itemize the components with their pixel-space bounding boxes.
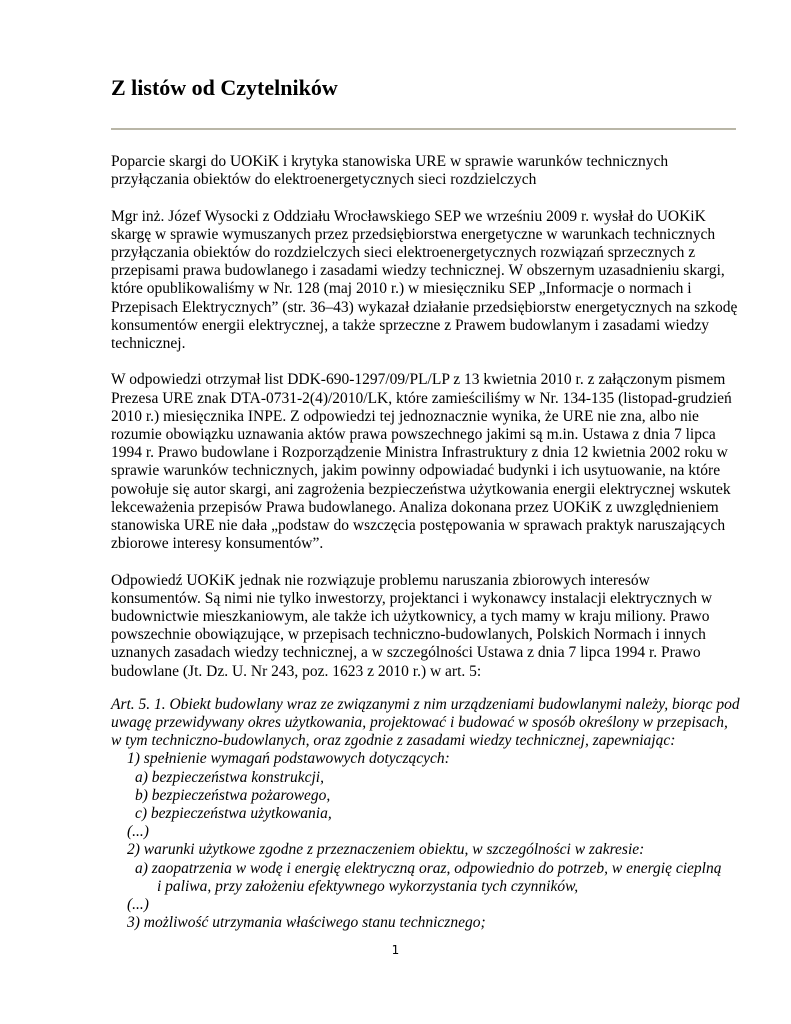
page-number: 1 <box>391 943 400 957</box>
quote-item-2: 2) warunki użytkowe zgodne z przeznaczeniem obiektu, w szczególności w zakresie: <box>127 841 645 859</box>
quote-ellipsis-1: (...) <box>127 823 149 841</box>
page-title: Z listów od Czytelników <box>111 75 338 100</box>
quote-ellipsis-2: (...) <box>127 896 149 914</box>
title-divider <box>111 128 736 130</box>
quote-item-1c: c) bezpieczeństwa użytkowania, <box>135 805 332 823</box>
subtitle-paragraph: Poparcie skargi do UOKiK i krytyka stanowiska URE w sprawie warunków technicznych przyłączania obiektów do elektroenergetycznych sieci rozdzielczych <box>111 153 669 189</box>
quote-item-1: 1) spełnienie wymagań podstawowych dotyczących: <box>127 750 450 768</box>
quote-intro: Art. 5. 1. Obiekt budowlany wraz ze związanymi z nim urządzeniami budowlanymi należy, biorąc pod uwagę przewidywany okres użytkowania, projektować i budować w sposób określony w przepisach, w tym techniczno-budowlanych, oraz zgodnie z zasadami wiedzy technicznej, zapewniając: <box>111 695 740 750</box>
quote-item-1a: a) bezpieczeństwa konstrukcji, <box>135 768 324 786</box>
quote-item-2a: a) zaopatrzenia w wodę i energię elektryczną oraz, odpowiednio do potrzeb, w energię cieplną <box>135 859 722 877</box>
quote-item-3: 3) możliwość utrzymania właściwego stanu technicznego; <box>127 914 486 932</box>
quote-item-2a-continued: i paliwa, przy założeniu efektywnego wykorzystania tych czynników, <box>157 877 579 895</box>
document-body <box>111 153 741 932</box>
legal-quote <box>111 696 741 933</box>
body-paragraph-3: Odpowiedź UOKiK jednak nie rozwiązuje problemu naruszania zbiorowych interesów konsumentów. Są nimi nie tylko inwestorzy, projektanci i wykonawcy instalacji elektrycznych w budownictwie mieszkaniowym, ale także ich użytkownicy, a tych mamy w kraju miliony. Prawo powszechnie obowiązujące, w przepisach techniczno-budowlanych, Polskich Normach i innych uznanych zasadach wiedzy technicznej, a w szczególności Ustawa z dnia 7 lipca 1994 r. Prawo budowlane (Jt. Dz. U. Nr 243, poz. 1623 z 2010 r.) w art. 5: <box>111 571 713 680</box>
body-paragraph-2: W odpowiedzi otrzymał list DDK-690-1297/09/PL/LP z 13 kwietnia 2010 r. z załączonym pismem Prezesa URE znak DTA-0731-2(4)/2010/LK, które zamieściliśmy w Nr. 134-135 (listopad-grudzień 2010 r.) miesięcznika INPE. Z odpowiedzi tej jednoznacznie wynika, że URE nie zna, albo nie rozumie obowiązku uznawania aktów prawa powszechnego jakimi są m.in. Ustawa z dnia 7 lipca 1994 r. Prawo budowlane i Rozporządzenie Ministra Infrastruktury z dnia 12 kwietnia 2002 roku w sprawie warunków technicznych, jakim powinny odpowiadać budynki i ich usytuowanie, na które powołuje się autor skargi, ani zagrożenia bezpieczeństwa użytkowania energii elektrycznej wskutek lekceważenia przepisów Prawa budowlanego. Analiza dokonana przez UOKiK z uwzględnieniem stanowiska URE nie dała „podstaw do wszczęcia postępowania w sprawach praktyk naruszających zbiorowe interesy konsumentów”. <box>111 371 732 553</box>
body-paragraph-1: Mgr inż. Józef Wysocki z Oddziału Wrocławskiego SEP we wrześniu 2009 r. wysłał do UOKiK skargę w sprawie wymuszanych przez przedsiębiorstwa energetyczne w warunkach technicznych przyłączania obiektów do rozdzielczych sieci elektroenergetycznych rozwiązań sprzecznych z przepisami prawa budowlanego i zasadami wiedzy technicznej. W obszernym uzasadnieniu skargi, które opublikowaliśmy w Nr. 128 (maj 2010 r.) w miesięczniku SEP „Informacje o normach i Przepisach Elektrycznych” (str. 36–43) wykazał działanie przedsiębiorstw energetycznych na szkodę konsumentów energii elektrycznej, a także sprzeczne z Prawem budowlanym i zasadami wiedzy technicznej. <box>111 207 738 353</box>
quote-item-1b: b) bezpieczeństwa pożarowego, <box>135 786 331 804</box>
